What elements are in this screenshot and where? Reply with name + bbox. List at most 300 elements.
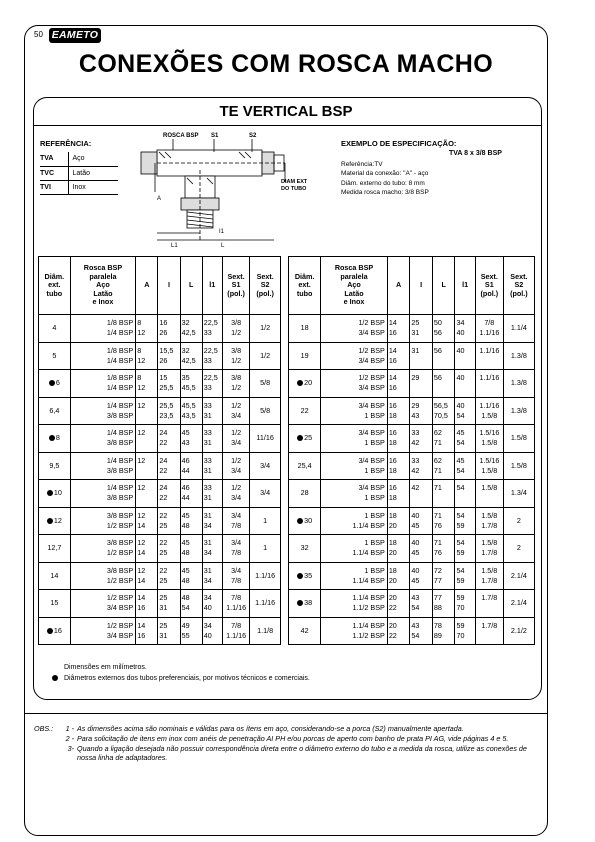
- cell-l1-value: 45: [456, 428, 465, 438]
- cell-rosca-value: 1/4 BSP: [106, 328, 134, 338]
- cell-l1-value: 33: [203, 383, 212, 393]
- cell-i-value: 22: [159, 438, 168, 448]
- cell-a-value: 14: [388, 318, 397, 328]
- cell-l1-value: 31: [203, 465, 212, 475]
- cell-diam: [39, 370, 71, 398]
- cell-a-value: 20: [388, 575, 397, 585]
- cell-i: [410, 425, 433, 453]
- cell-s1-value: 3/4: [231, 410, 242, 420]
- cell-l: [180, 315, 202, 343]
- cell-i-value: [411, 493, 432, 503]
- cell-s1: [222, 480, 249, 508]
- cell-rosca-value: 1/4 BSP: [106, 428, 134, 438]
- cell-l-value: 45: [181, 538, 190, 548]
- header-s2-line: (pol.): [510, 288, 528, 298]
- cell-rosca-value: 1/4 BSP: [106, 483, 134, 493]
- obs-number: 2 -: [65, 733, 74, 743]
- cell-s2: 2: [503, 535, 534, 563]
- diam-value: 10: [53, 488, 62, 498]
- header-s2-line: S2: [260, 280, 270, 290]
- table-row: [289, 342, 535, 370]
- cell-a-value: 12: [137, 328, 146, 338]
- cell-s1: [475, 315, 503, 343]
- preferred-marker-icon: [47, 518, 53, 524]
- cell-l1-value: 54: [456, 410, 465, 420]
- table-row: [289, 562, 535, 590]
- cell-l1-value: 34: [203, 620, 212, 630]
- cell-a-value: [137, 493, 157, 503]
- cell-s1: [222, 452, 249, 480]
- cell-s1-value: 1.5/8: [481, 538, 498, 548]
- cell-l-value: 54: [181, 603, 190, 613]
- table-row: [39, 342, 281, 370]
- diam-value: 5: [52, 350, 57, 360]
- notes: [52, 662, 310, 684]
- cell-rosca-value: 1/2 BSP: [106, 593, 134, 603]
- cell-a-value: 12: [137, 455, 146, 465]
- cell-s1-value: 3/4: [231, 510, 242, 520]
- section-title: TE VERTICAL BSP: [219, 103, 353, 120]
- cell-l-value: 76: [433, 520, 442, 530]
- cell-l1-value: 59: [456, 593, 465, 603]
- cell-a-value: 16: [388, 400, 397, 410]
- cell-rosca-value: 1 BSP: [364, 538, 385, 548]
- cell-rosca: [70, 480, 136, 508]
- cell-i: [158, 342, 180, 370]
- cell-s1-value: 1.5/16: [479, 428, 500, 438]
- cell-i: [410, 342, 433, 370]
- header-a: A: [387, 257, 410, 315]
- cell-l-value: 32: [181, 318, 190, 328]
- cell-l: [432, 617, 455, 645]
- cell-rosca-value: 1/4 BSP: [106, 355, 134, 365]
- tee-fitting-drawing: [135, 130, 320, 250]
- cell-s1: [475, 342, 503, 370]
- cell-i-value: 31: [411, 328, 420, 338]
- cell-s2: 1.3/8: [503, 370, 534, 398]
- cell-l-value: 45: [181, 510, 190, 520]
- preferred-marker-icon: [49, 435, 55, 441]
- cell-i: [410, 315, 433, 343]
- cell-l-value: 71: [433, 483, 442, 493]
- cell-diam: [39, 315, 71, 343]
- table-row: [39, 535, 281, 563]
- cell-i-value: 26: [159, 355, 168, 365]
- cell-l: [180, 425, 202, 453]
- cell-s2: 1: [250, 535, 281, 563]
- header-rosca-line: Rosca BSP: [83, 263, 123, 273]
- diam-value: 15: [50, 598, 59, 608]
- cell-s1: [222, 507, 249, 535]
- cell-l-value: 71: [433, 510, 442, 520]
- cell-i-value: [411, 356, 432, 366]
- cell-l1-value: 34: [203, 575, 212, 585]
- cell-rosca-value: 1 BSP: [364, 510, 385, 520]
- table-header-row: [39, 257, 281, 315]
- cell-l1: [455, 590, 475, 618]
- cell-rosca-value: 1/4 BSP: [106, 455, 134, 465]
- table-row: [39, 397, 281, 425]
- cell-diam: [39, 425, 71, 453]
- reference-code: TVC: [40, 166, 68, 180]
- cell-a: [136, 452, 158, 480]
- cell-l-value: 32: [181, 345, 190, 355]
- cell-l1: [455, 507, 475, 535]
- header-diam-line: Diâm.: [294, 271, 315, 281]
- reference-code: TVA: [40, 152, 68, 166]
- cell-a-value: 12: [137, 483, 146, 493]
- table-row: [39, 590, 281, 618]
- cell-a-value: 20: [388, 520, 397, 530]
- cell-s2: 1: [250, 507, 281, 535]
- cell-s2: 2.1/4: [503, 562, 534, 590]
- diam-value: 38: [304, 598, 313, 608]
- header-rosca: [70, 257, 136, 315]
- cell-rosca: [321, 370, 388, 398]
- header-s2-line: Sext.: [510, 271, 528, 281]
- cell-rosca-value: 3/4 BSP: [106, 603, 134, 613]
- svg-text:ROSCA BSP: ROSCA BSP: [163, 133, 199, 139]
- cell-a-value: 16: [388, 455, 397, 465]
- cell-s1-value: 1.1/16: [479, 400, 500, 410]
- cell-a-value: 8: [137, 318, 142, 328]
- cell-rosca-value: 3/4 BSP: [358, 355, 385, 365]
- cell-l1-value: 22,5: [203, 318, 218, 328]
- cell-a-value: 12: [137, 400, 146, 410]
- cell-l1-value: 40: [456, 345, 465, 355]
- cell-a: [387, 480, 410, 508]
- header-diam: [39, 257, 71, 315]
- cell-s1-value: [476, 356, 503, 366]
- cell-l-value: 70,5: [433, 410, 448, 420]
- reference-table: [40, 152, 118, 195]
- cell-s1-value: 1.1/16: [479, 373, 500, 383]
- diam-value: 42: [300, 625, 309, 635]
- diam-value: 6: [55, 378, 60, 388]
- cell-l: [432, 342, 455, 370]
- diam-value: 14: [50, 570, 59, 580]
- cell-s1-value: 1.1/16: [479, 328, 500, 338]
- reference-material: Latão: [68, 166, 118, 180]
- cell-rosca: [70, 370, 136, 398]
- cell-diam: [39, 342, 71, 370]
- cell-s1: [475, 397, 503, 425]
- cell-i-value: 15: [159, 373, 168, 383]
- cell-i: [410, 507, 433, 535]
- cell-l1-value: 31: [203, 493, 212, 503]
- cell-a: [387, 535, 410, 563]
- cell-a-value: 14: [137, 620, 146, 630]
- header-rosca-line: Aço: [96, 280, 110, 290]
- cell-l-value: 42,5: [181, 355, 196, 365]
- cell-i-value: 42: [411, 483, 420, 493]
- cell-i: [410, 370, 433, 398]
- cell-l-value: 45,5: [181, 383, 196, 393]
- cell-l1-value: 54: [456, 465, 465, 475]
- cell-l1-value: 59: [456, 620, 465, 630]
- cell-l1: [202, 397, 222, 425]
- cell-a-value: [137, 438, 157, 448]
- header-diam-line: ext.: [48, 280, 61, 290]
- cell-rosca: [321, 425, 388, 453]
- cell-s1-value: 1.1/16: [479, 345, 500, 355]
- cell-l1-value: 34: [203, 593, 212, 603]
- obs-divider: [25, 713, 547, 714]
- cell-s1-value: 7/8: [231, 593, 242, 603]
- preferred-marker-icon: [52, 675, 58, 681]
- cell-i-value: 22: [159, 538, 168, 548]
- header-rosca-line: paralela: [340, 271, 368, 281]
- cell-s2: 1.1/16: [250, 590, 281, 618]
- cell-s1-value: 3/4: [231, 565, 242, 575]
- cell-i-value: 22: [159, 510, 168, 520]
- cell-l1: [455, 370, 475, 398]
- cell-i: [158, 370, 180, 398]
- cell-rosca-value: 1.1/4 BSP: [352, 548, 385, 558]
- cell-a-value: 20: [388, 593, 397, 603]
- cell-l: [432, 480, 455, 508]
- cell-rosca-value: 1.1/4 BSP: [352, 620, 385, 630]
- preferred-marker-icon: [297, 518, 303, 524]
- obs-number: 3-: [67, 743, 74, 753]
- cell-l-value: 35: [181, 373, 190, 383]
- cell-i-value: 25: [159, 548, 168, 558]
- table-row: [289, 425, 535, 453]
- cell-l1-value: 31: [203, 410, 212, 420]
- cell-s1-value: 3/8: [231, 318, 242, 328]
- cell-i-value: 43: [411, 410, 420, 420]
- cell-rosca-value: 1 BSP: [364, 493, 385, 503]
- cell-a-value: 14: [137, 575, 146, 585]
- cell-l-value: 72: [433, 565, 442, 575]
- cell-l1: [455, 342, 475, 370]
- cell-l-value: [434, 493, 455, 503]
- diam-value: 22: [300, 405, 309, 415]
- cell-s1-value: 1/2: [231, 355, 242, 365]
- cell-s1-value: 1.5/8: [481, 565, 498, 575]
- preferred-marker-icon: [47, 628, 53, 634]
- reference-code: TVI: [40, 180, 68, 194]
- cell-l-value: 43: [181, 438, 190, 448]
- cell-l1-value: 34: [456, 318, 465, 328]
- cell-i: [158, 535, 180, 563]
- header-rosca-line: Latão: [344, 288, 364, 298]
- cell-i-value: 42: [411, 465, 420, 475]
- cell-l1: [455, 425, 475, 453]
- cell-l1: [455, 535, 475, 563]
- obs-label: OBS.:: [34, 724, 54, 733]
- cell-s1-value: 7/8: [231, 575, 242, 585]
- table-row: [289, 452, 535, 480]
- cell-i-value: 31: [159, 630, 168, 640]
- preferred-marker-icon: [297, 573, 303, 579]
- cell-i-value: 16: [159, 318, 168, 328]
- cell-a-value: 12: [137, 565, 146, 575]
- cell-s2: 11/16: [250, 425, 281, 453]
- cell-diam: [289, 425, 321, 453]
- cell-s1-value: 1.5/16: [479, 455, 500, 465]
- cell-a-value: 18: [388, 510, 397, 520]
- cell-rosca-value: 1.1/2 BSP: [352, 630, 385, 640]
- diam-value: 32: [300, 543, 309, 553]
- diam-value: 30: [304, 515, 313, 525]
- cell-rosca-value: 3/4 BSP: [358, 483, 385, 493]
- cell-l1-value: 54: [456, 510, 465, 520]
- cell-l: [180, 397, 202, 425]
- cell-l1-value: 22,5: [203, 345, 218, 355]
- cell-l1-value: 40: [203, 630, 212, 640]
- header-s2-line: (pol.): [256, 288, 274, 298]
- cell-l-value: 49: [181, 620, 190, 630]
- dimensions-table-right: [288, 256, 535, 645]
- header-rosca: [321, 257, 388, 315]
- cell-rosca: [321, 507, 388, 535]
- cell-a-value: 12: [137, 538, 146, 548]
- cell-a-value: 12: [137, 355, 146, 365]
- cell-l-value: 44: [181, 493, 190, 503]
- cell-a: [387, 425, 410, 453]
- cell-i: [158, 425, 180, 453]
- diam-value: 12,7: [47, 543, 62, 553]
- cell-rosca: [321, 342, 388, 370]
- header-s1-line: S1: [231, 280, 241, 290]
- cell-rosca-value: 3/4 BSP: [358, 455, 385, 465]
- cell-s1-value: 1.1/16: [226, 603, 247, 613]
- cell-s2: 1.5/8: [503, 425, 534, 453]
- diam-value: 18: [300, 323, 309, 333]
- cell-i-value: 25: [159, 575, 168, 585]
- header-diam-line: Diâm.: [44, 271, 65, 281]
- cell-a-value: 16: [388, 383, 397, 393]
- diam-value: 4: [52, 323, 57, 333]
- cell-rosca: [70, 562, 136, 590]
- cell-l: [180, 370, 202, 398]
- diam-value: 19: [300, 350, 309, 360]
- cell-s1: [475, 425, 503, 453]
- cell-i-value: 22: [159, 465, 168, 475]
- cell-l1-value: 33: [203, 355, 212, 365]
- header-rosca-line: Rosca BSP: [334, 263, 374, 273]
- cell-s2: 1.3/8: [503, 342, 534, 370]
- cell-l1: [455, 452, 475, 480]
- reference-row: [40, 166, 118, 180]
- diam-value: 8: [55, 433, 60, 443]
- cell-a: [136, 370, 158, 398]
- cell-l-value: 50: [433, 318, 442, 328]
- cell-l: [180, 562, 202, 590]
- cell-l1: [455, 562, 475, 590]
- cell-a: [136, 315, 158, 343]
- cell-i-value: 54: [411, 603, 420, 613]
- cell-l-value: 43,5: [181, 410, 196, 420]
- cell-rosca: [321, 562, 388, 590]
- cell-l1-value: 22,5: [203, 373, 218, 383]
- cell-rosca-value: 3/8 BSP: [106, 565, 134, 575]
- table-row: [289, 480, 535, 508]
- cell-rosca: [70, 535, 136, 563]
- header-rosca-line: e Inox: [343, 297, 365, 307]
- cell-l1-value: 54: [456, 538, 465, 548]
- cell-a: [387, 507, 410, 535]
- diam-value: 35: [304, 570, 313, 580]
- header-s1: [222, 257, 249, 315]
- cell-i-value: [411, 383, 432, 393]
- cell-rosca-value: 1/8 BSP: [106, 373, 134, 383]
- cell-i: [158, 397, 180, 425]
- cell-l1-value: 59: [456, 520, 465, 530]
- cell-a: [136, 535, 158, 563]
- header-s1-line: (pol.): [227, 288, 245, 298]
- cell-l1: [202, 617, 222, 645]
- cell-s1-value: 7/8: [484, 318, 495, 328]
- cell-i-value: 42: [411, 438, 420, 448]
- svg-text:A: A: [157, 196, 162, 202]
- cell-l-value: 88: [433, 603, 442, 613]
- cell-i: [410, 617, 433, 645]
- cell-rosca-value: 1.1/4 BSP: [352, 575, 385, 585]
- cell-l-value: 56: [433, 345, 442, 355]
- cell-a-value: 18: [388, 538, 397, 548]
- cell-i: [158, 480, 180, 508]
- cell-s2: 1.5/8: [503, 452, 534, 480]
- cell-i-value: 25,5: [159, 400, 174, 410]
- cell-i-value: 45: [411, 575, 420, 585]
- cell-rosca-value: 1 BSP: [364, 565, 385, 575]
- cell-rosca: [70, 507, 136, 535]
- cell-s1-value: 7/8: [231, 520, 242, 530]
- cell-rosca: [70, 397, 136, 425]
- cell-s1: [475, 480, 503, 508]
- cell-rosca: [321, 535, 388, 563]
- cell-s1: [222, 397, 249, 425]
- reference-row: [40, 152, 118, 166]
- cell-s2: 1/2: [250, 315, 281, 343]
- diam-value: 25,4: [297, 460, 312, 470]
- cell-l-value: 76: [433, 548, 442, 558]
- cell-l-value: 56: [433, 373, 442, 383]
- reference-material: Inox: [68, 180, 118, 194]
- cell-rosca-value: 1 BSP: [364, 465, 385, 475]
- cell-s1-value: [476, 603, 503, 613]
- spec-example-title: EXEMPLO DE ESPECIFICAÇÃO:: [341, 139, 457, 148]
- header-s1: [475, 257, 503, 315]
- cell-i-value: 43: [411, 593, 420, 603]
- cell-a: [387, 452, 410, 480]
- cell-rosca-value: 3/8 BSP: [106, 510, 134, 520]
- diam-value: 16: [53, 625, 62, 635]
- cell-l1-value: 59: [456, 548, 465, 558]
- cell-l1-value: 70: [456, 603, 465, 613]
- cell-i: [158, 617, 180, 645]
- cell-a: [387, 617, 410, 645]
- diam-value: 12: [53, 515, 62, 525]
- cell-a: [387, 397, 410, 425]
- cell-diam: [289, 590, 321, 618]
- page-title: CONEXÕES COM ROSCA MACHO: [78, 50, 494, 78]
- table-row: [289, 507, 535, 535]
- note-preferred: Diâmetros externos dos tubos preferenciais, por motivos técnicos e comerciais.: [64, 675, 310, 682]
- cell-s1: [222, 562, 249, 590]
- obs-text: Quando a ligação desejada não possuir correspondência direta entre o diâmetro externo do tubo e a medida da rosca, utilize as conexões de nossa linha de adaptadores.: [77, 743, 527, 763]
- dimensions-table-left: [38, 256, 281, 645]
- cell-a-value: 16: [388, 428, 397, 438]
- cell-rosca: [70, 315, 136, 343]
- cell-l1-value: 40: [203, 603, 212, 613]
- cell-l-value: 78: [433, 620, 442, 630]
- cell-s2: 3/4: [250, 452, 281, 480]
- cell-l: [432, 397, 455, 425]
- cell-a-value: 18: [388, 565, 397, 575]
